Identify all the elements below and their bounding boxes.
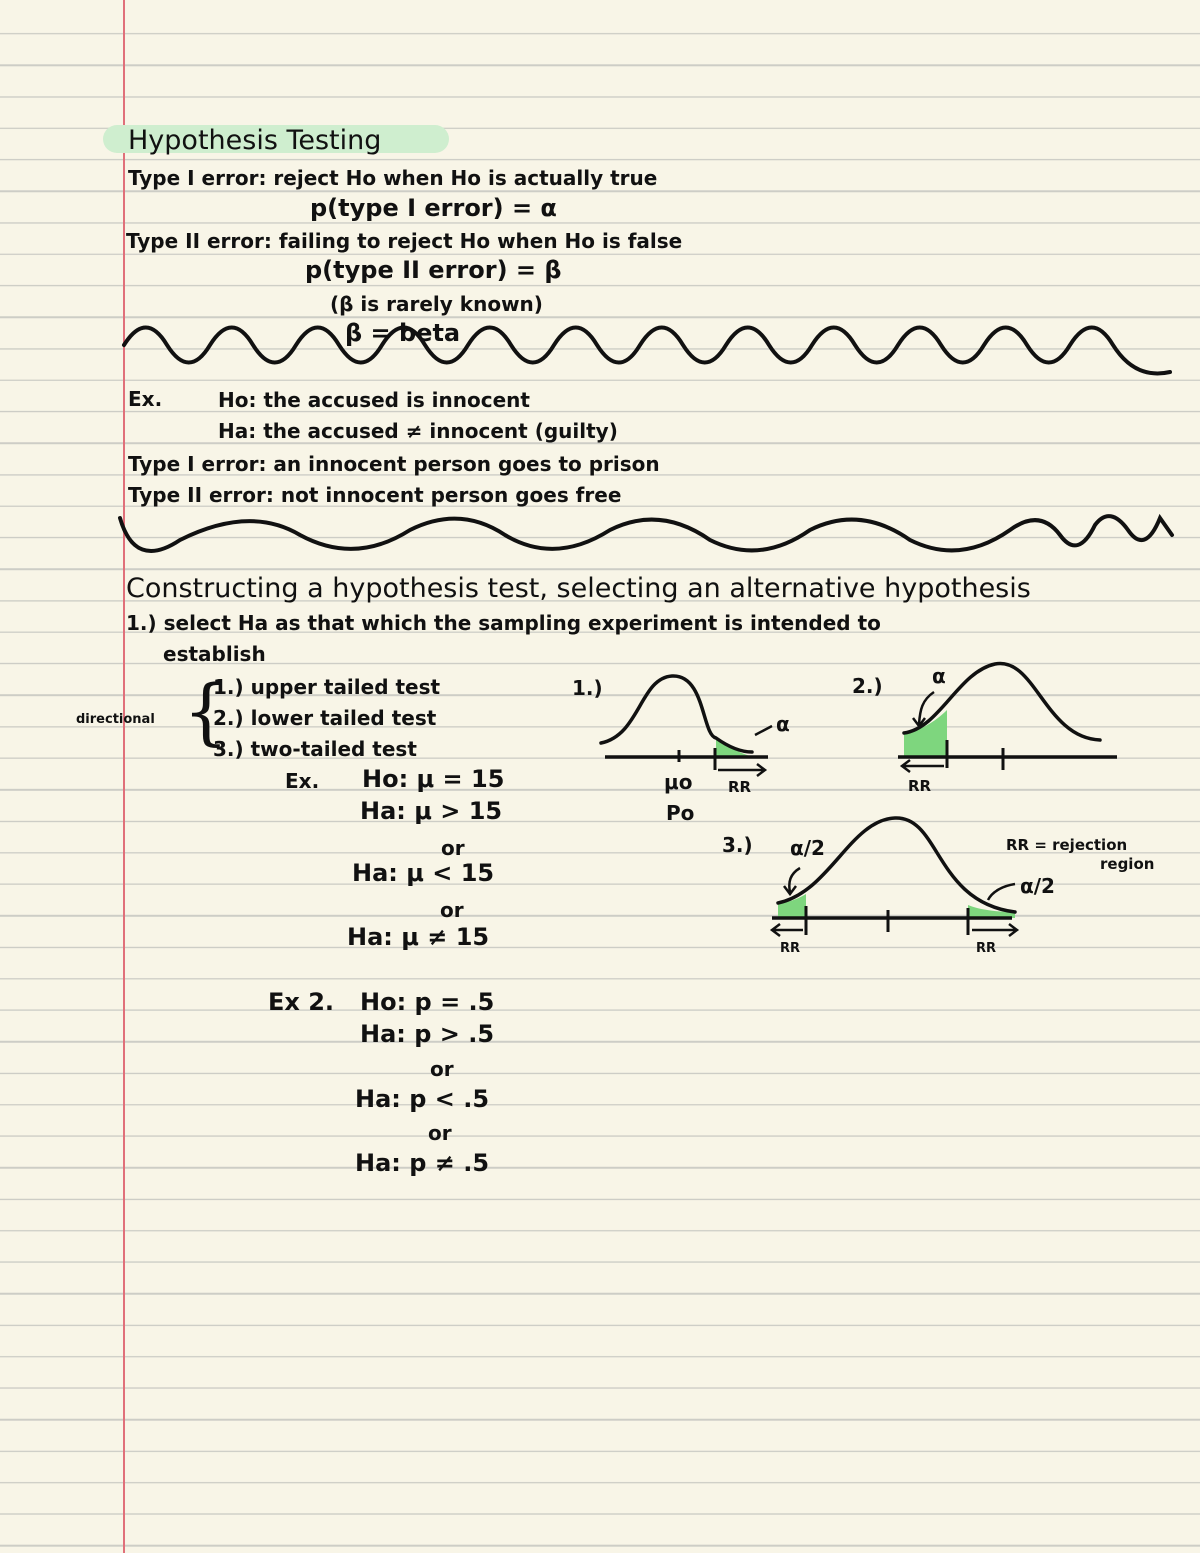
- d1-alpha-pointer: [755, 726, 772, 735]
- example2-or-2: or: [428, 1121, 452, 1145]
- beta-note: (β is rarely known): [330, 292, 543, 316]
- rr-definition-line1: RR = rejection: [1006, 836, 1128, 854]
- example2-null: Ho: p = .5: [360, 988, 495, 1016]
- diagram3-rr-left: RR: [780, 941, 801, 956]
- diagram3-number: 3.): [722, 833, 753, 857]
- diagram1-p0: Po: [666, 801, 695, 825]
- example-mu-or-1: or: [441, 836, 465, 860]
- step1-line2: establish: [163, 642, 266, 666]
- test-type-two-tailed: 3.) two-tailed test: [213, 737, 417, 761]
- wavy-divider-2: [120, 516, 1172, 551]
- d3-left-alpha-pointer: [784, 868, 800, 894]
- type2-error-definition: Type II error: failing to reject Ho when Ho is false: [126, 229, 683, 253]
- example1-label: Ex.: [128, 387, 163, 411]
- example1-type2: Type II error: not innocent person goes free: [128, 483, 622, 507]
- test-type-upper: 1.) upper tailed test: [213, 675, 441, 699]
- diagram1-alpha: α: [776, 712, 790, 736]
- diagram2-rr: RR: [908, 777, 932, 795]
- example-mu-label: Ex.: [285, 769, 320, 793]
- d3-curve: [778, 818, 1015, 912]
- d3-right-rr-arrow: [972, 924, 1017, 936]
- diagram3-alpha-right: α/2: [1020, 874, 1055, 898]
- diagram1-mu0: μo: [664, 770, 693, 794]
- example-mu-alt-not-equal: Ha: μ ≠ 15: [347, 923, 490, 951]
- example1-type1: Type I error: an innocent person goes to prison: [128, 452, 660, 476]
- wavy-divider-1: [124, 328, 1170, 374]
- d3-left-rr-arrow: [772, 924, 803, 936]
- example2-or-1: or: [430, 1057, 454, 1081]
- example2-alt-less: Ha: p < .5: [355, 1085, 490, 1113]
- diagram1-number: 1.): [572, 676, 603, 700]
- rr-definition-line2: region: [1100, 855, 1155, 873]
- test-type-lower: 2.) lower tailed test: [213, 706, 437, 730]
- diagram2-alpha: α: [932, 664, 946, 688]
- directional-brace: {: [183, 669, 229, 753]
- step1-line1: 1.) select Ha as that which the sampling experiment is intended to: [126, 611, 881, 635]
- section-title-hypothesis-testing: Hypothesis Testing: [128, 125, 382, 156]
- diagram2-number: 2.): [852, 674, 883, 698]
- example-mu-alt-less: Ha: μ < 15: [352, 859, 495, 887]
- type2-probability: p(type II error) = β: [305, 256, 562, 284]
- example1-alt-hypothesis: Ha: the accused ≠ innocent (guilty): [218, 419, 618, 443]
- example2-alt-greater: Ha: p > .5: [360, 1020, 495, 1048]
- diagram3-rr-right: RR: [976, 941, 997, 956]
- diagram1-rr: RR: [728, 778, 752, 796]
- diagram-lower-tailed: [898, 663, 1117, 772]
- directional-label: directional: [76, 712, 155, 727]
- example2-alt-not-equal: Ha: p ≠ .5: [355, 1149, 490, 1177]
- beta-definition: β = beta: [345, 319, 461, 347]
- d1-curve: [601, 676, 752, 752]
- diagram-upper-tailed: [601, 676, 772, 776]
- diagram3-alpha-left: α/2: [790, 836, 825, 860]
- example-mu-or-2: or: [440, 898, 464, 922]
- example2-label: Ex 2.: [268, 988, 335, 1016]
- section-title-constructing-test: Constructing a hypothesis test, selecting an alternative hypothesis: [126, 573, 1031, 604]
- example-mu-null: Ho: μ = 15: [362, 765, 505, 793]
- d2-rr-arrow: [902, 760, 944, 772]
- type1-probability: p(type I error) = α: [310, 194, 557, 222]
- d3-right-alpha-pointer: [988, 884, 1015, 900]
- example-mu-alt-greater: Ha: μ > 15: [360, 797, 503, 825]
- type1-error-definition: Type I error: reject Ho when Ho is actually true: [128, 166, 658, 190]
- example1-null-hypothesis: Ho: the accused is innocent: [218, 388, 530, 412]
